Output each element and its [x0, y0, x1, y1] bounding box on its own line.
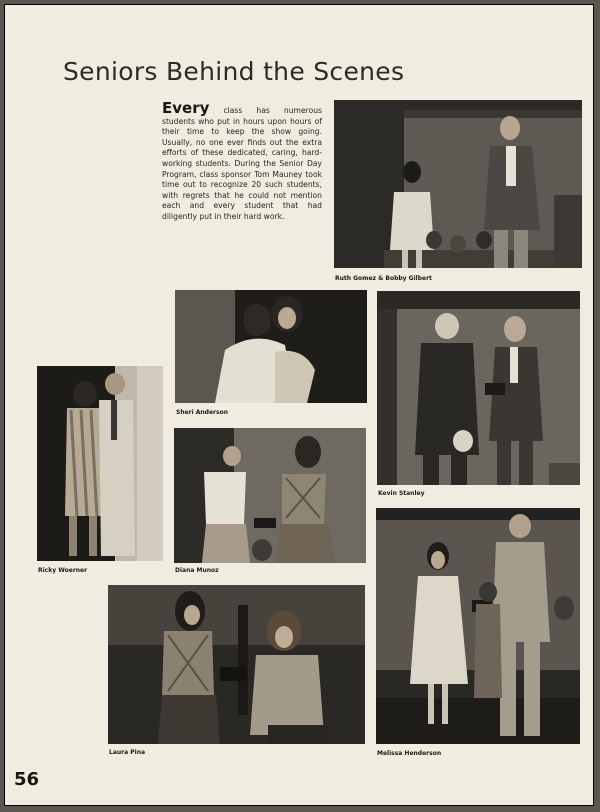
caption-photo-7: Melissa Henderson [377, 750, 442, 757]
photo-kevin-stanley [377, 291, 580, 485]
caption-photo-3: Kevin Stanley [378, 490, 425, 497]
photo-laura-pina [108, 585, 365, 744]
photo-sheri-anderson [175, 290, 367, 403]
page-title: Seniors Behind the Scenes [63, 57, 405, 86]
photo-ricky-woerner [37, 366, 163, 561]
photo-ruth-gomez-bobby-gilbert [334, 100, 582, 268]
photo-melissa-henderson [376, 508, 580, 744]
caption-photo-2: Sheri Anderson [176, 409, 228, 416]
page-number: 56 [14, 769, 40, 790]
intro-lead-word: Every [162, 99, 210, 117]
caption-photo-4: Ricky Woerner [38, 567, 88, 574]
intro-body: class has numerous students who put in hours upon hours of their time to keep the show going. Usually, no one ever finds out the extra efforts of these dedicated, caring, hard-working students. During the Senior Day Program, class sponsor Tom Mauney took time out to recognize 20 such students, with regrets that he could not mention each and every student that had diligently put in their hard work. [162, 106, 322, 221]
intro-paragraph [162, 99, 322, 223]
caption-photo-6: Laura Pina [109, 749, 146, 756]
caption-photo-5: Diana Munoz [175, 567, 219, 574]
caption-photo-1: Ruth Gomez & Bobby Gilbert [335, 275, 432, 282]
photo-diana-munoz [174, 428, 366, 563]
